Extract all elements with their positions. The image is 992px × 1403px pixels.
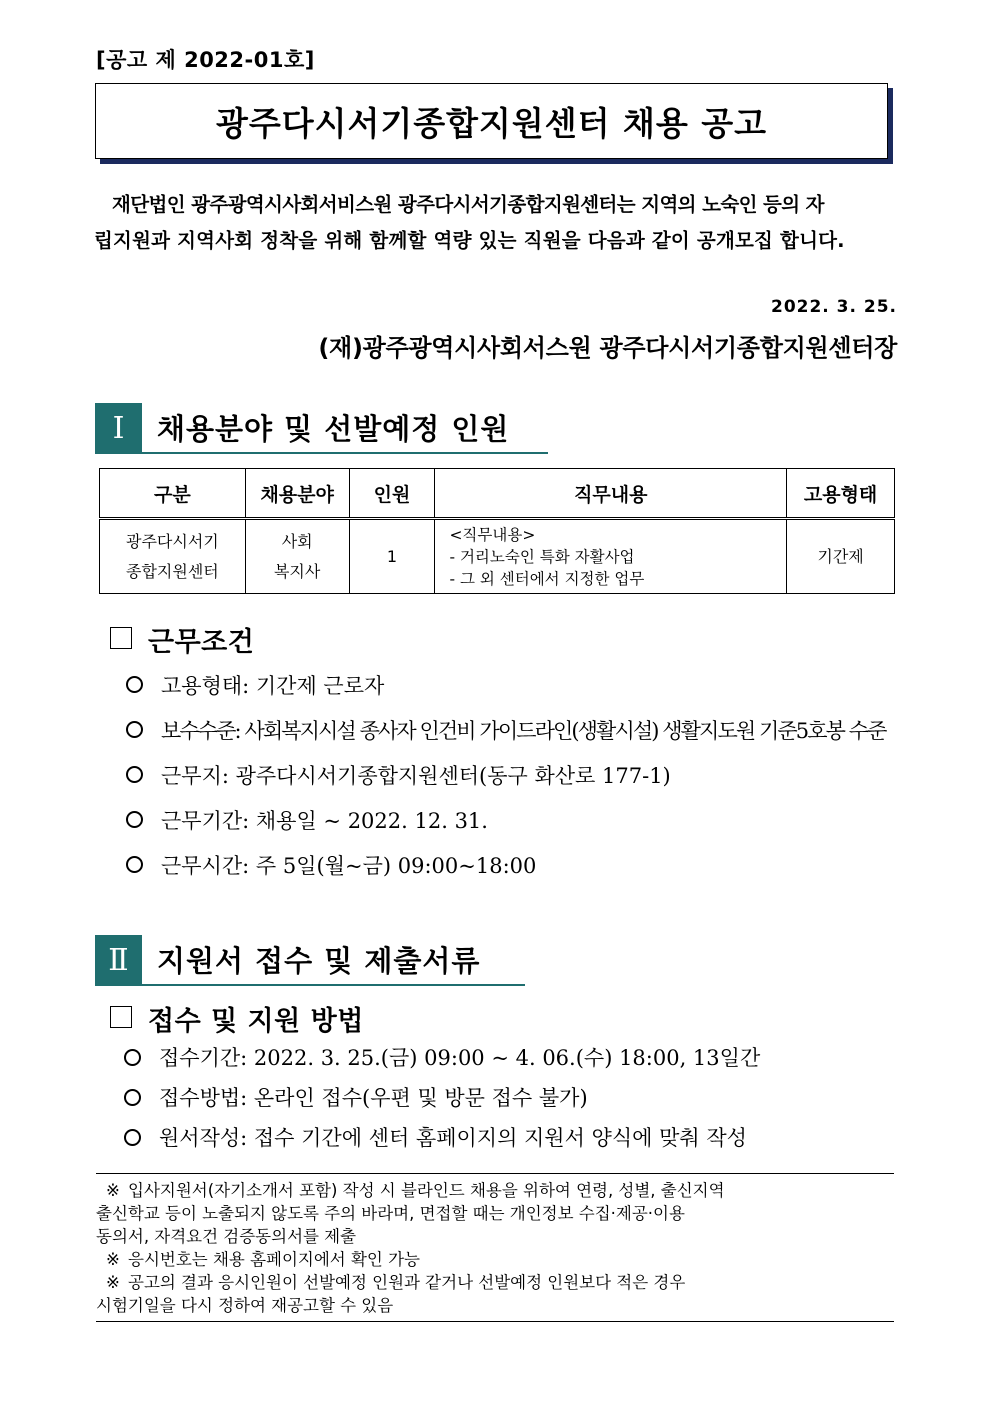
circle-bullet-icon [126, 676, 143, 693]
intro-paragraph [94, 187, 896, 259]
note-line [96, 1202, 894, 1225]
division-line-2: 종합지원센터 [126, 561, 219, 581]
notice-number: [공고 제 2022-01호] [96, 48, 315, 72]
section-2-title: 지원서 접수 및 제출서류 [157, 944, 481, 978]
apply-method-heading [110, 999, 364, 1038]
circle-bullet-icon [126, 766, 143, 783]
page-title: 광주다시서기종합지원센터 채용 공고 [215, 103, 768, 143]
note-line [96, 1271, 894, 1294]
division-line-1: 광주다시서기 [126, 531, 219, 551]
work-conditions-title: 근무조건 [148, 627, 255, 658]
cell-duties [435, 519, 787, 594]
circle-bullet-icon [124, 1049, 141, 1066]
circle-bullet-icon [126, 856, 143, 873]
header-field: 채용분야 [245, 469, 349, 519]
list-item [126, 797, 886, 842]
list-item [126, 707, 886, 752]
section-1-title: 채용분야 및 선발예정 인원 [157, 412, 510, 446]
list-item [126, 662, 886, 707]
list-item-text: 보수수준: 사회복지시설 종사자 인건비 가이드라인(생활시설) 생활지도원 기준5호봉 수준 [161, 718, 886, 743]
notes-box [96, 1173, 894, 1322]
list-item [124, 1117, 760, 1157]
note-line [96, 1225, 894, 1248]
note-line [96, 1248, 894, 1271]
list-item-text: 고용형태: 기간제 근로자 [161, 673, 385, 698]
circle-bullet-icon [124, 1089, 141, 1106]
apply-method-list [124, 1037, 760, 1157]
note-mark: ※ [106, 1181, 120, 1200]
duty-line-2: - 거리노숙인 특화 자활사업 [449, 547, 635, 566]
work-conditions-heading [110, 620, 254, 659]
list-item-text: 근무지: 광주다시서기종합지원센터(동구 화산로 177-1) [161, 763, 671, 788]
checkbox-square-icon [110, 627, 132, 649]
checkbox-square-icon [110, 1006, 132, 1028]
section-1-underline [95, 452, 548, 454]
cell-field [245, 519, 349, 594]
list-item-text: 근무시간: 주 5일(월~금) 09:00~18:00 [161, 853, 537, 878]
list-item [124, 1077, 760, 1117]
note-line [96, 1179, 894, 1202]
note-mark: ※ [106, 1250, 120, 1269]
list-item-text: 접수기간: 2022. 3. 25.(금) 09:00 ~ 4. 06.(수) 18:00, 13일간 [159, 1046, 761, 1070]
apply-method-title: 접수 및 지원 방법 [148, 1006, 364, 1037]
note-text: 동의서, 자격요건 검증동의서를 제출 [96, 1227, 357, 1246]
note-text: 입사지원서(자기소개서 포함) 작성 시 블라인드 채용을 위하여 연령, 성별, 출신지역 [128, 1181, 725, 1200]
field-line-2: 복지사 [273, 561, 321, 581]
list-item [126, 842, 886, 887]
section-2-underline [95, 984, 525, 986]
circle-bullet-icon [126, 721, 143, 738]
work-conditions-list [126, 662, 886, 887]
header-count: 인원 [349, 469, 435, 519]
list-item [124, 1037, 760, 1077]
note-line [96, 1294, 894, 1317]
section-1-number: Ⅰ [95, 403, 142, 453]
list-item-text: 접수방법: 온라인 접수(우편 및 방문 접수 불가) [159, 1086, 588, 1110]
header-employment: 고용형태 [787, 469, 895, 519]
note-text: 출신학교 등이 노출되지 않도록 주의 바라며, 면접할 때는 개인정보 수집·제공·이용 [96, 1204, 685, 1223]
title-box [95, 83, 888, 159]
list-item-text: 원서작성: 접수 기간에 센터 홈페이지의 지원서 양식에 맞춰 작성 [159, 1126, 747, 1150]
recruitment-table [99, 468, 895, 594]
field-line-1: 사회 [281, 531, 313, 551]
cell-division [100, 519, 246, 594]
header-division: 구분 [100, 469, 246, 519]
cell-employment: 기간제 [787, 519, 895, 594]
table-row [100, 519, 895, 594]
circle-bullet-icon [126, 811, 143, 828]
section-2-number: Ⅱ [95, 935, 142, 985]
intro-line-1: 재단법인 광주광역시사회서비스원 광주다시서기종합지원센터는 지역의 노숙인 등의 자 [112, 193, 824, 216]
notice-date: 2022. 3. 25. [770, 297, 897, 317]
note-text: 공고의 결과 응시인원이 선발예정 인원과 같거나 선발예정 인원보다 적은 경우 [128, 1273, 686, 1292]
header-duties: 직무내용 [435, 469, 787, 519]
duty-line-1: <직무내용> [449, 525, 536, 544]
note-text: 응시번호는 채용 홈페이지에서 확인 가능 [128, 1250, 420, 1269]
circle-bullet-icon [124, 1129, 141, 1146]
duty-line-3: - 그 외 센터에서 지정한 업무 [449, 569, 645, 588]
intro-line-2: 립지원과 지역사회 정착을 위해 함께할 역량 있는 직원을 다음과 같이 공개모집 합니다. [94, 229, 845, 252]
note-text: 시험기일을 다시 정하여 재공고할 수 있음 [96, 1296, 394, 1315]
list-item [126, 752, 886, 797]
table-header-row [100, 469, 895, 519]
list-item-text: 근무기간: 채용일 ~ 2022. 12. 31. [161, 808, 488, 833]
signer: (재)광주광역시사회서스원 광주다시서기종합지원센터장 [318, 334, 897, 362]
cell-count: 1 [349, 519, 435, 594]
note-mark: ※ [106, 1273, 120, 1292]
